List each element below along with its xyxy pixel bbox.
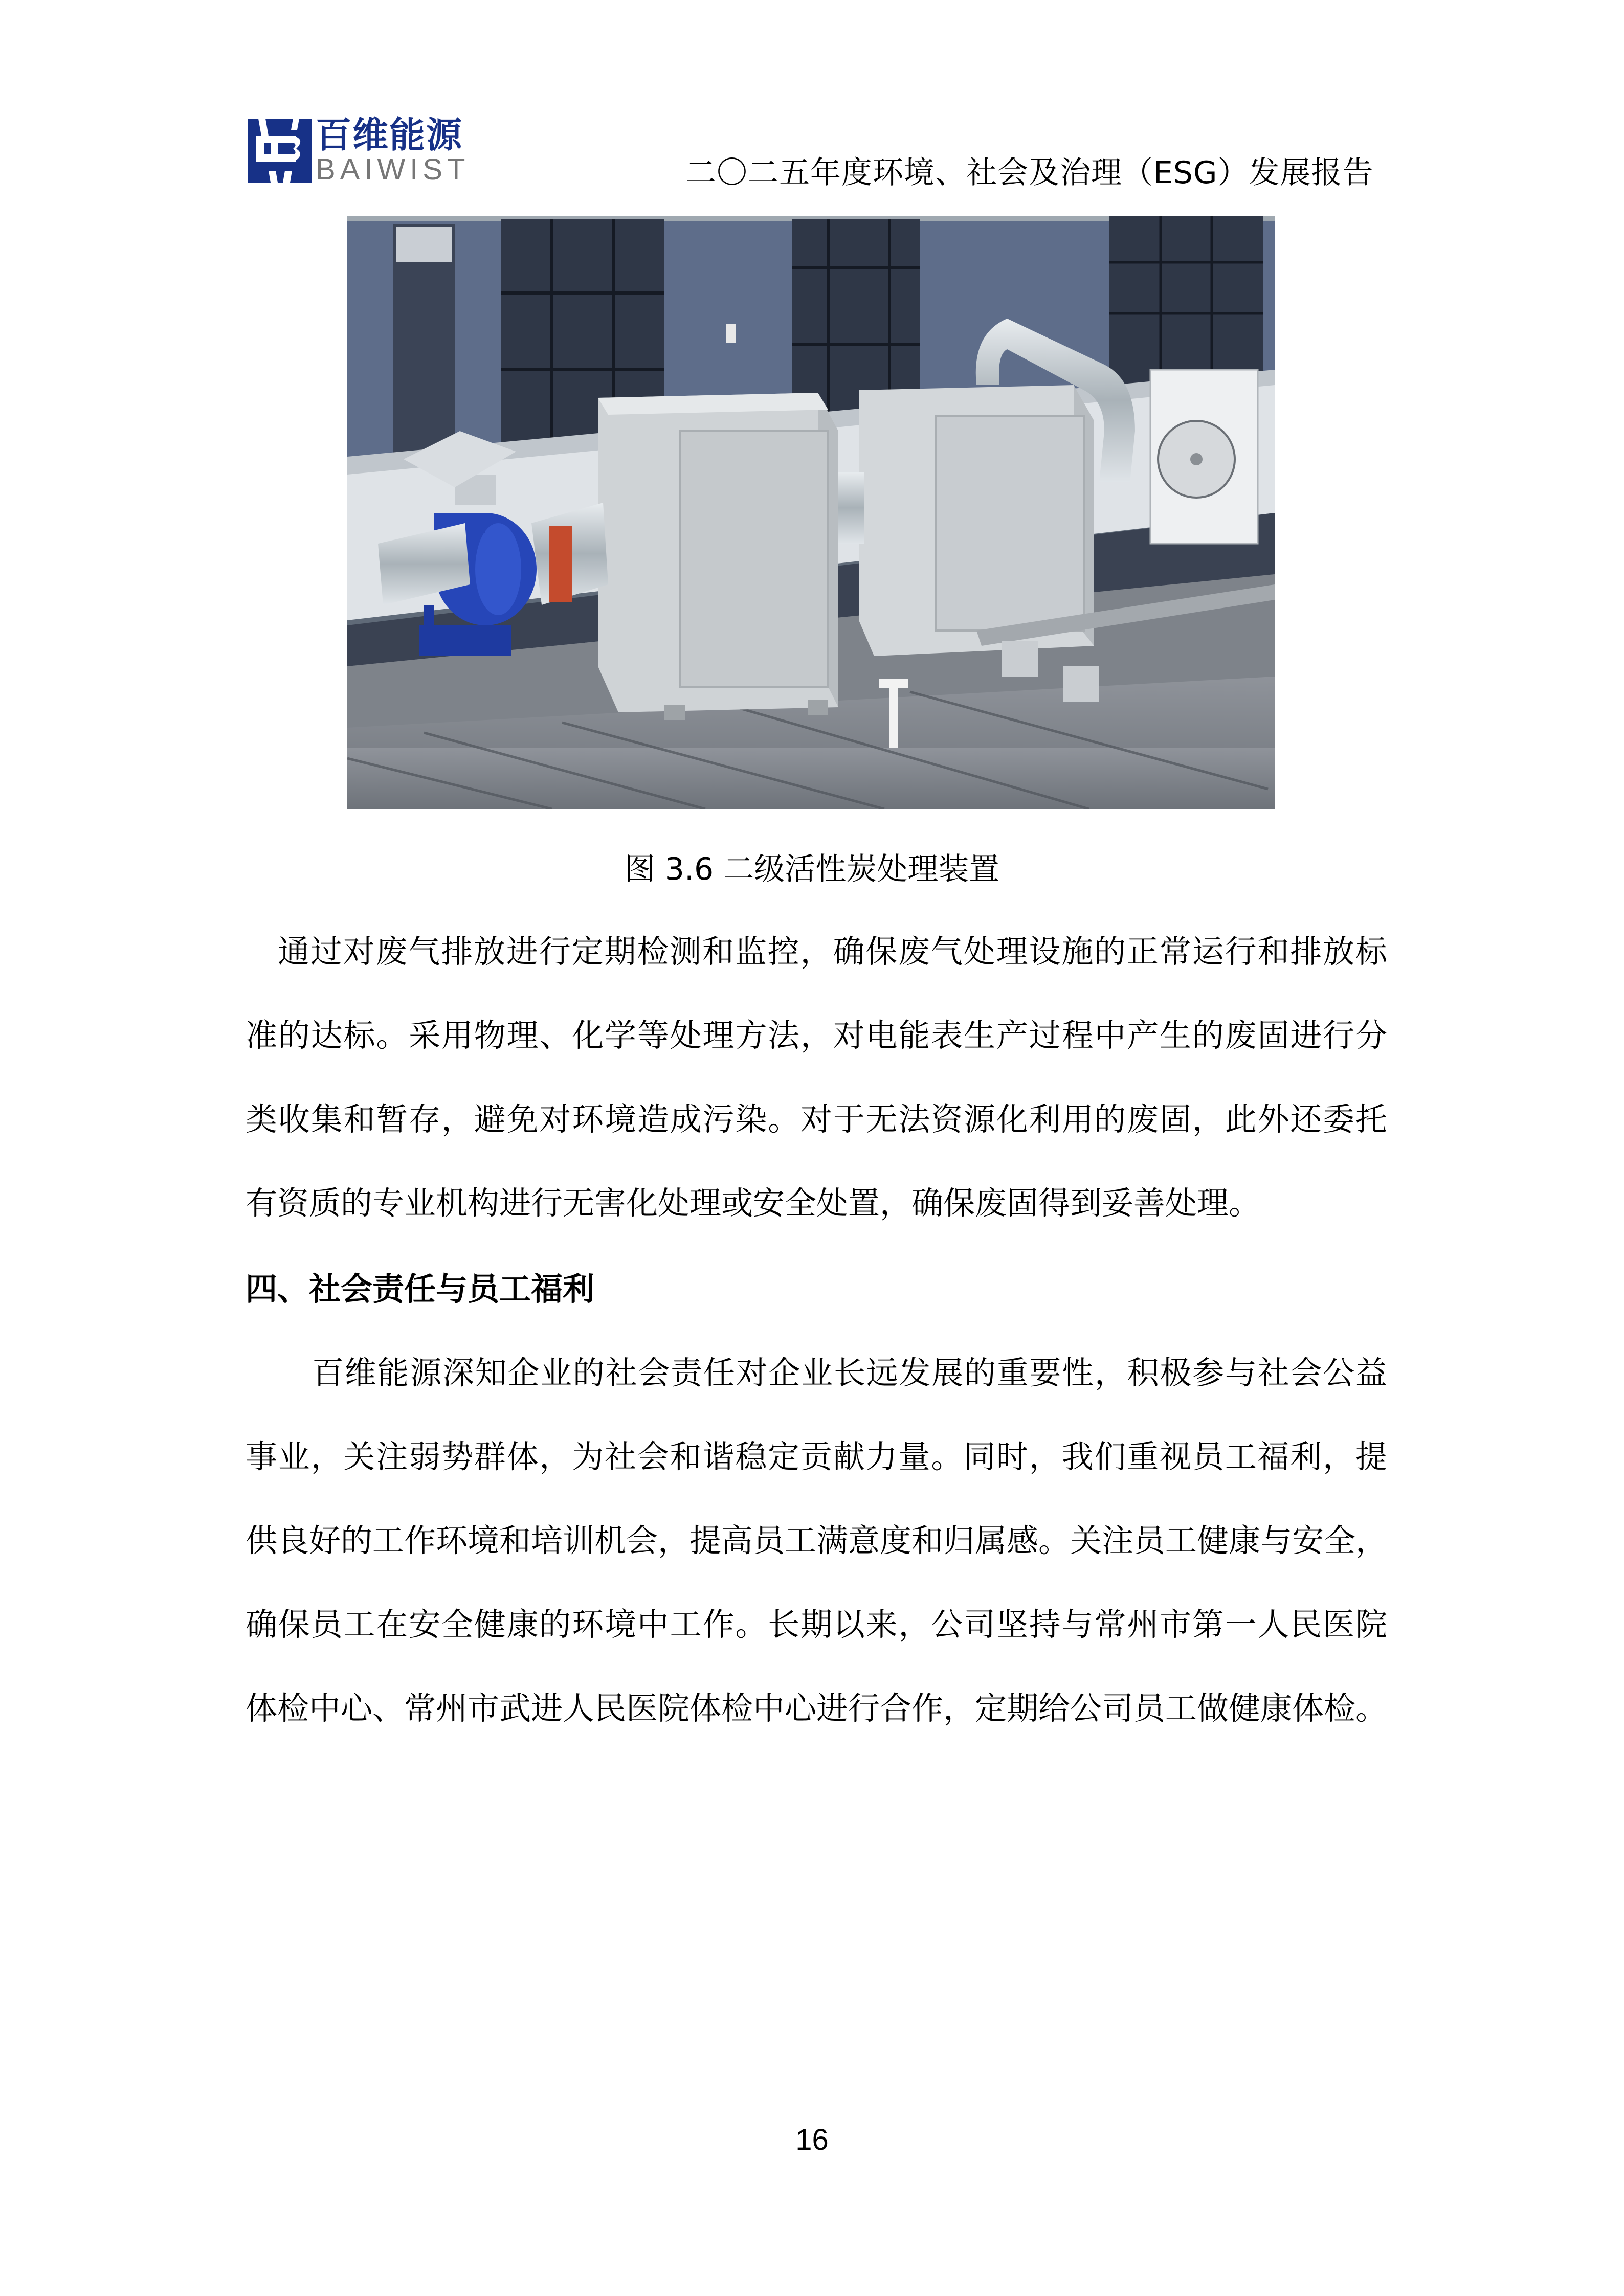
report-title: 二〇二五年度环境、社会及治理（ESG）发展报告 — [685, 155, 1374, 191]
paragraph-line: 百维能源深知企业的社会责任对企业长远发展的重要性，积极参与社会公益 — [312, 1354, 1387, 1391]
paragraph-line: 准的达标。采用物理、化学等处理方法，对电能表生产过程中产生的废固进行分 — [246, 1017, 1387, 1054]
figure-caption: 图 3.6 二级活性炭处理装置 — [624, 851, 1000, 887]
paragraph-line: 类收集和暂存，避免对环境造成污染。对于无法资源化利用的废固，此外还委托 — [246, 1100, 1387, 1138]
paragraph-line: 通过对废气排放进行定期检测和监控，确保废气处理设施的正常运行和排放标 — [278, 933, 1387, 970]
logo-english-name: BAIWIST — [316, 153, 470, 186]
logo-chinese-name: 百维能源 — [316, 114, 463, 156]
paragraph-line: 体检中心、常州市武进人民医院体检中心进行合作，定期给公司员工做健康体检。 — [246, 1690, 1388, 1727]
company-logo — [248, 114, 478, 186]
rooftop-equipment-illustration — [347, 216, 1275, 809]
baiwist-b-logo-icon — [248, 119, 312, 183]
paragraph-line: 供良好的工作环境和培训机会，提高员工满意度和归属感。关注员工健康与安全， — [246, 1522, 1388, 1559]
paragraph-line: 有资质的专业机构进行无害化处理或安全处置，确保废固得到妥善处理。 — [246, 1184, 1261, 1222]
figure-photo-activated-carbon-unit — [347, 216, 1275, 809]
paragraph-line: 事业，关注弱势群体，为社会和谐稳定贡献力量。同时，我们重视员工福利，提 — [246, 1438, 1387, 1475]
paragraph-line: 确保员工在安全健康的环境中工作。长期以来，公司坚持与常州市第一人民医院 — [246, 1606, 1387, 1643]
section-heading: 四、社会责任与员工福利 — [246, 1270, 595, 1308]
page-number: 16 — [795, 2123, 829, 2156]
